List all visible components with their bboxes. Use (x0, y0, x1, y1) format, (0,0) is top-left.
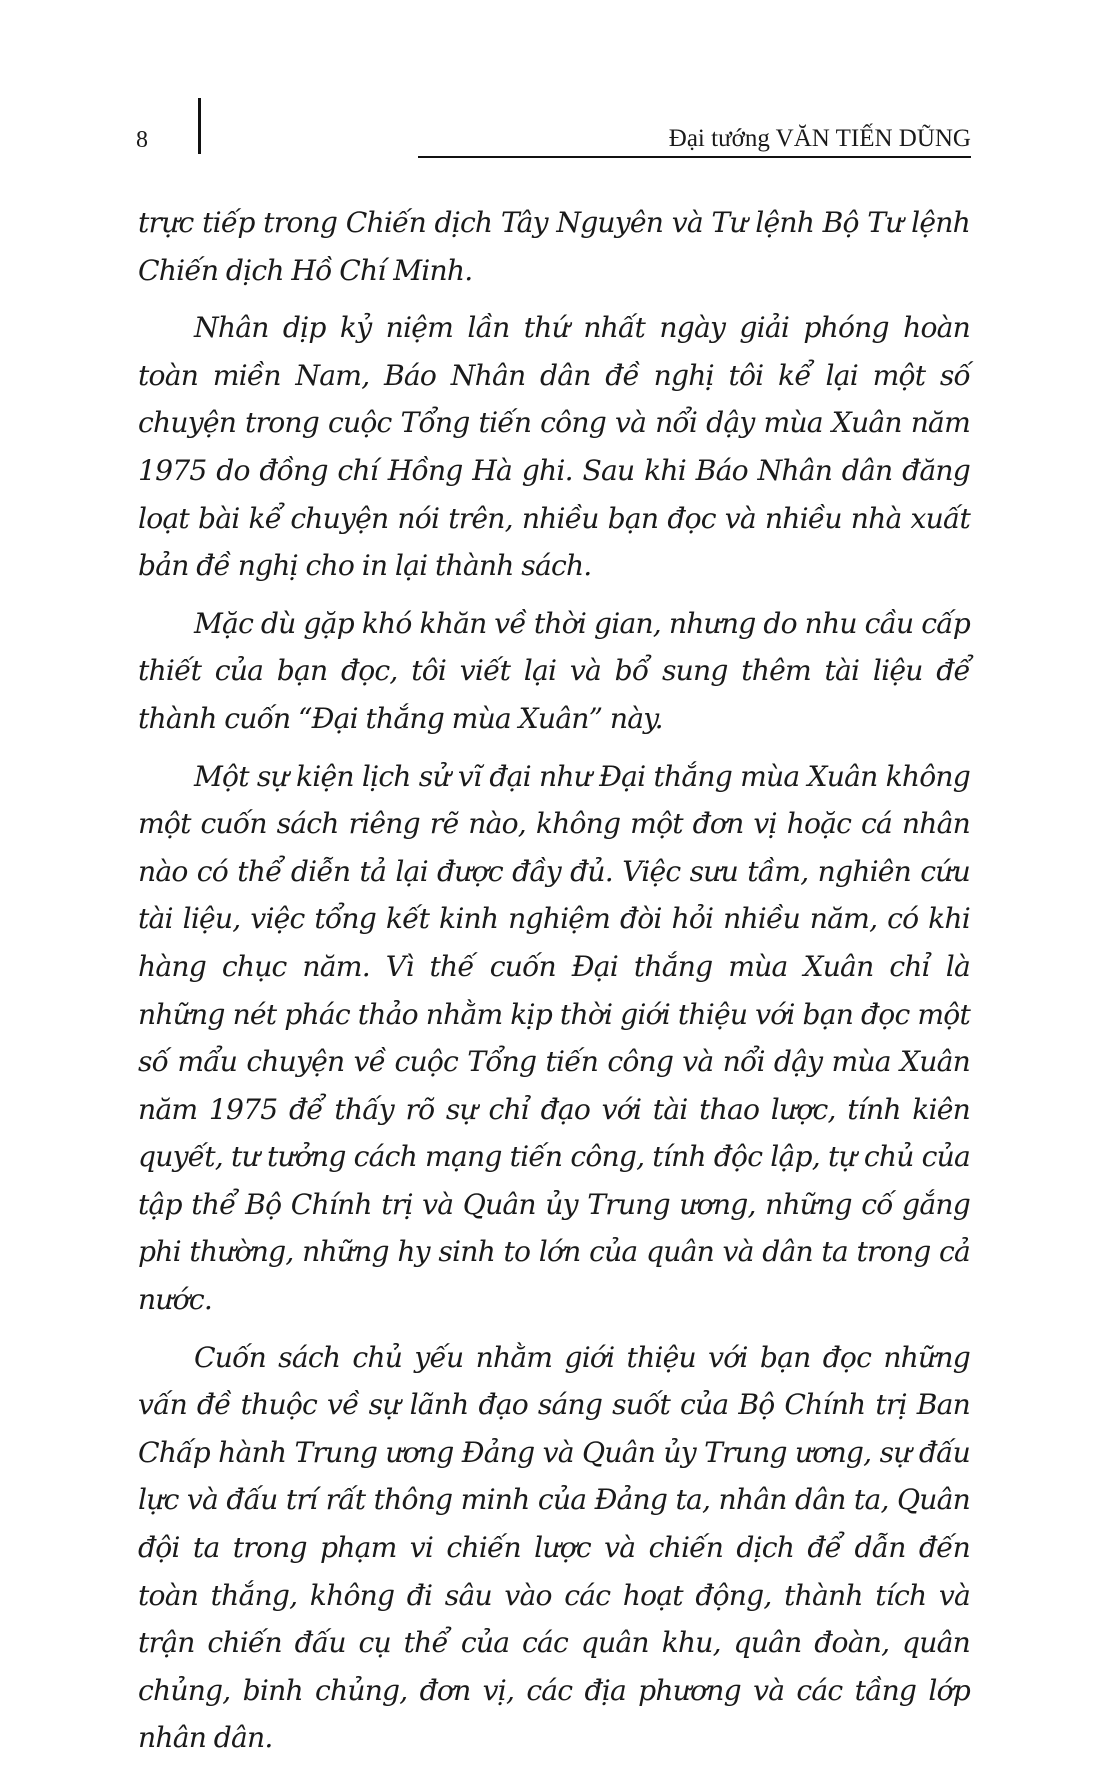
header-horizontal-rule (418, 156, 971, 158)
page-number: 8 (136, 127, 148, 153)
paragraph: Nhân dịp kỷ niệm lần thứ nhất ngày giải phóng hoàn toàn miền Nam, Báo Nhân dân đề nghị tôi kể lại một số chuyện trong cuộc Tổng tiến công và nổi dậy mùa Xuân năm 1975 do đồng chí Hồng Hà ghi. Sau khi Báo Nhân dân đăng loạt bài kể chuyện nói trên, nhiều bạn đọc và nhiều nhà xuất bản đề nghị cho in lại thành sách. (138, 311, 970, 583)
page-header (0, 0, 1103, 170)
paragraph: Mặc dù gặp khó khăn về thời gian, nhưng do nhu cầu cấp thiết của bạn đọc, tôi viết lại và bổ sung thêm tài liệu để thành cuốn “Đại thắng mùa Xuân” này. (138, 606, 970, 735)
body-text (138, 199, 970, 1772)
paragraph: Cuốn sách chủ yếu nhằm giới thiệu với bạn đọc những vấn đề thuộc về sự lãnh đạo sáng suốt của Bộ Chính trị Ban Chấp hành Trung ương Đảng và Quân ủy Trung ương, sự đấu lực và đấu trí rất thông minh của Đảng ta, nhân dân ta, Quân đội ta trong phạm vi chiến lược và chiến dịch để dẫn đến toàn thắng, không đi sâu vào các hoạt động, thành tích và trận chiến đấu cụ thể của các quân khu, quân đoàn, quân chủng, binh chủng, đơn vị, các địa phương và các tầng lớp nhân dân. (138, 1340, 970, 1755)
header-vertical-rule (198, 98, 201, 154)
paragraph: Một sự kiện lịch sử vĩ đại như Đại thắng mùa Xuân không một cuốn sách riêng rẽ nào, không một đơn vị hoặc cá nhân nào có thể diễn tả lại được đầy đủ. Việc sưu tầm, nghiên cứu tài liệu, việc tổng kết kinh nghiệm đòi hỏi nhiều năm, có khi hàng chục năm. Vì thế cuốn Đại thắng mùa Xuân chỉ là những nét phác thảo nhằm kịp thời giới thiệu với bạn đọc một số mẩu chuyện về cuộc Tổng tiến công và nổi dậy mùa Xuân năm 1975 để thấy rõ sự chỉ đạo với tài thao lược, tính kiên quyết, tư tưởng cách mạng tiến công, tính độc lập, tự chủ của tập thể Bộ Chính trị và Quân ủy Trung ương, những cố gắng phi thường, những hy sinh to lớn của quân và dân ta trong cả nước. (138, 759, 970, 1317)
running-head: Đại tướng VĂN TIẾN DŨNG (668, 125, 971, 152)
paragraph-continued: trực tiếp trong Chiến dịch Tây Nguyên và Tư lệnh Bộ Tư lệnh Chiến dịch Hồ Chí Minh. (138, 206, 970, 287)
